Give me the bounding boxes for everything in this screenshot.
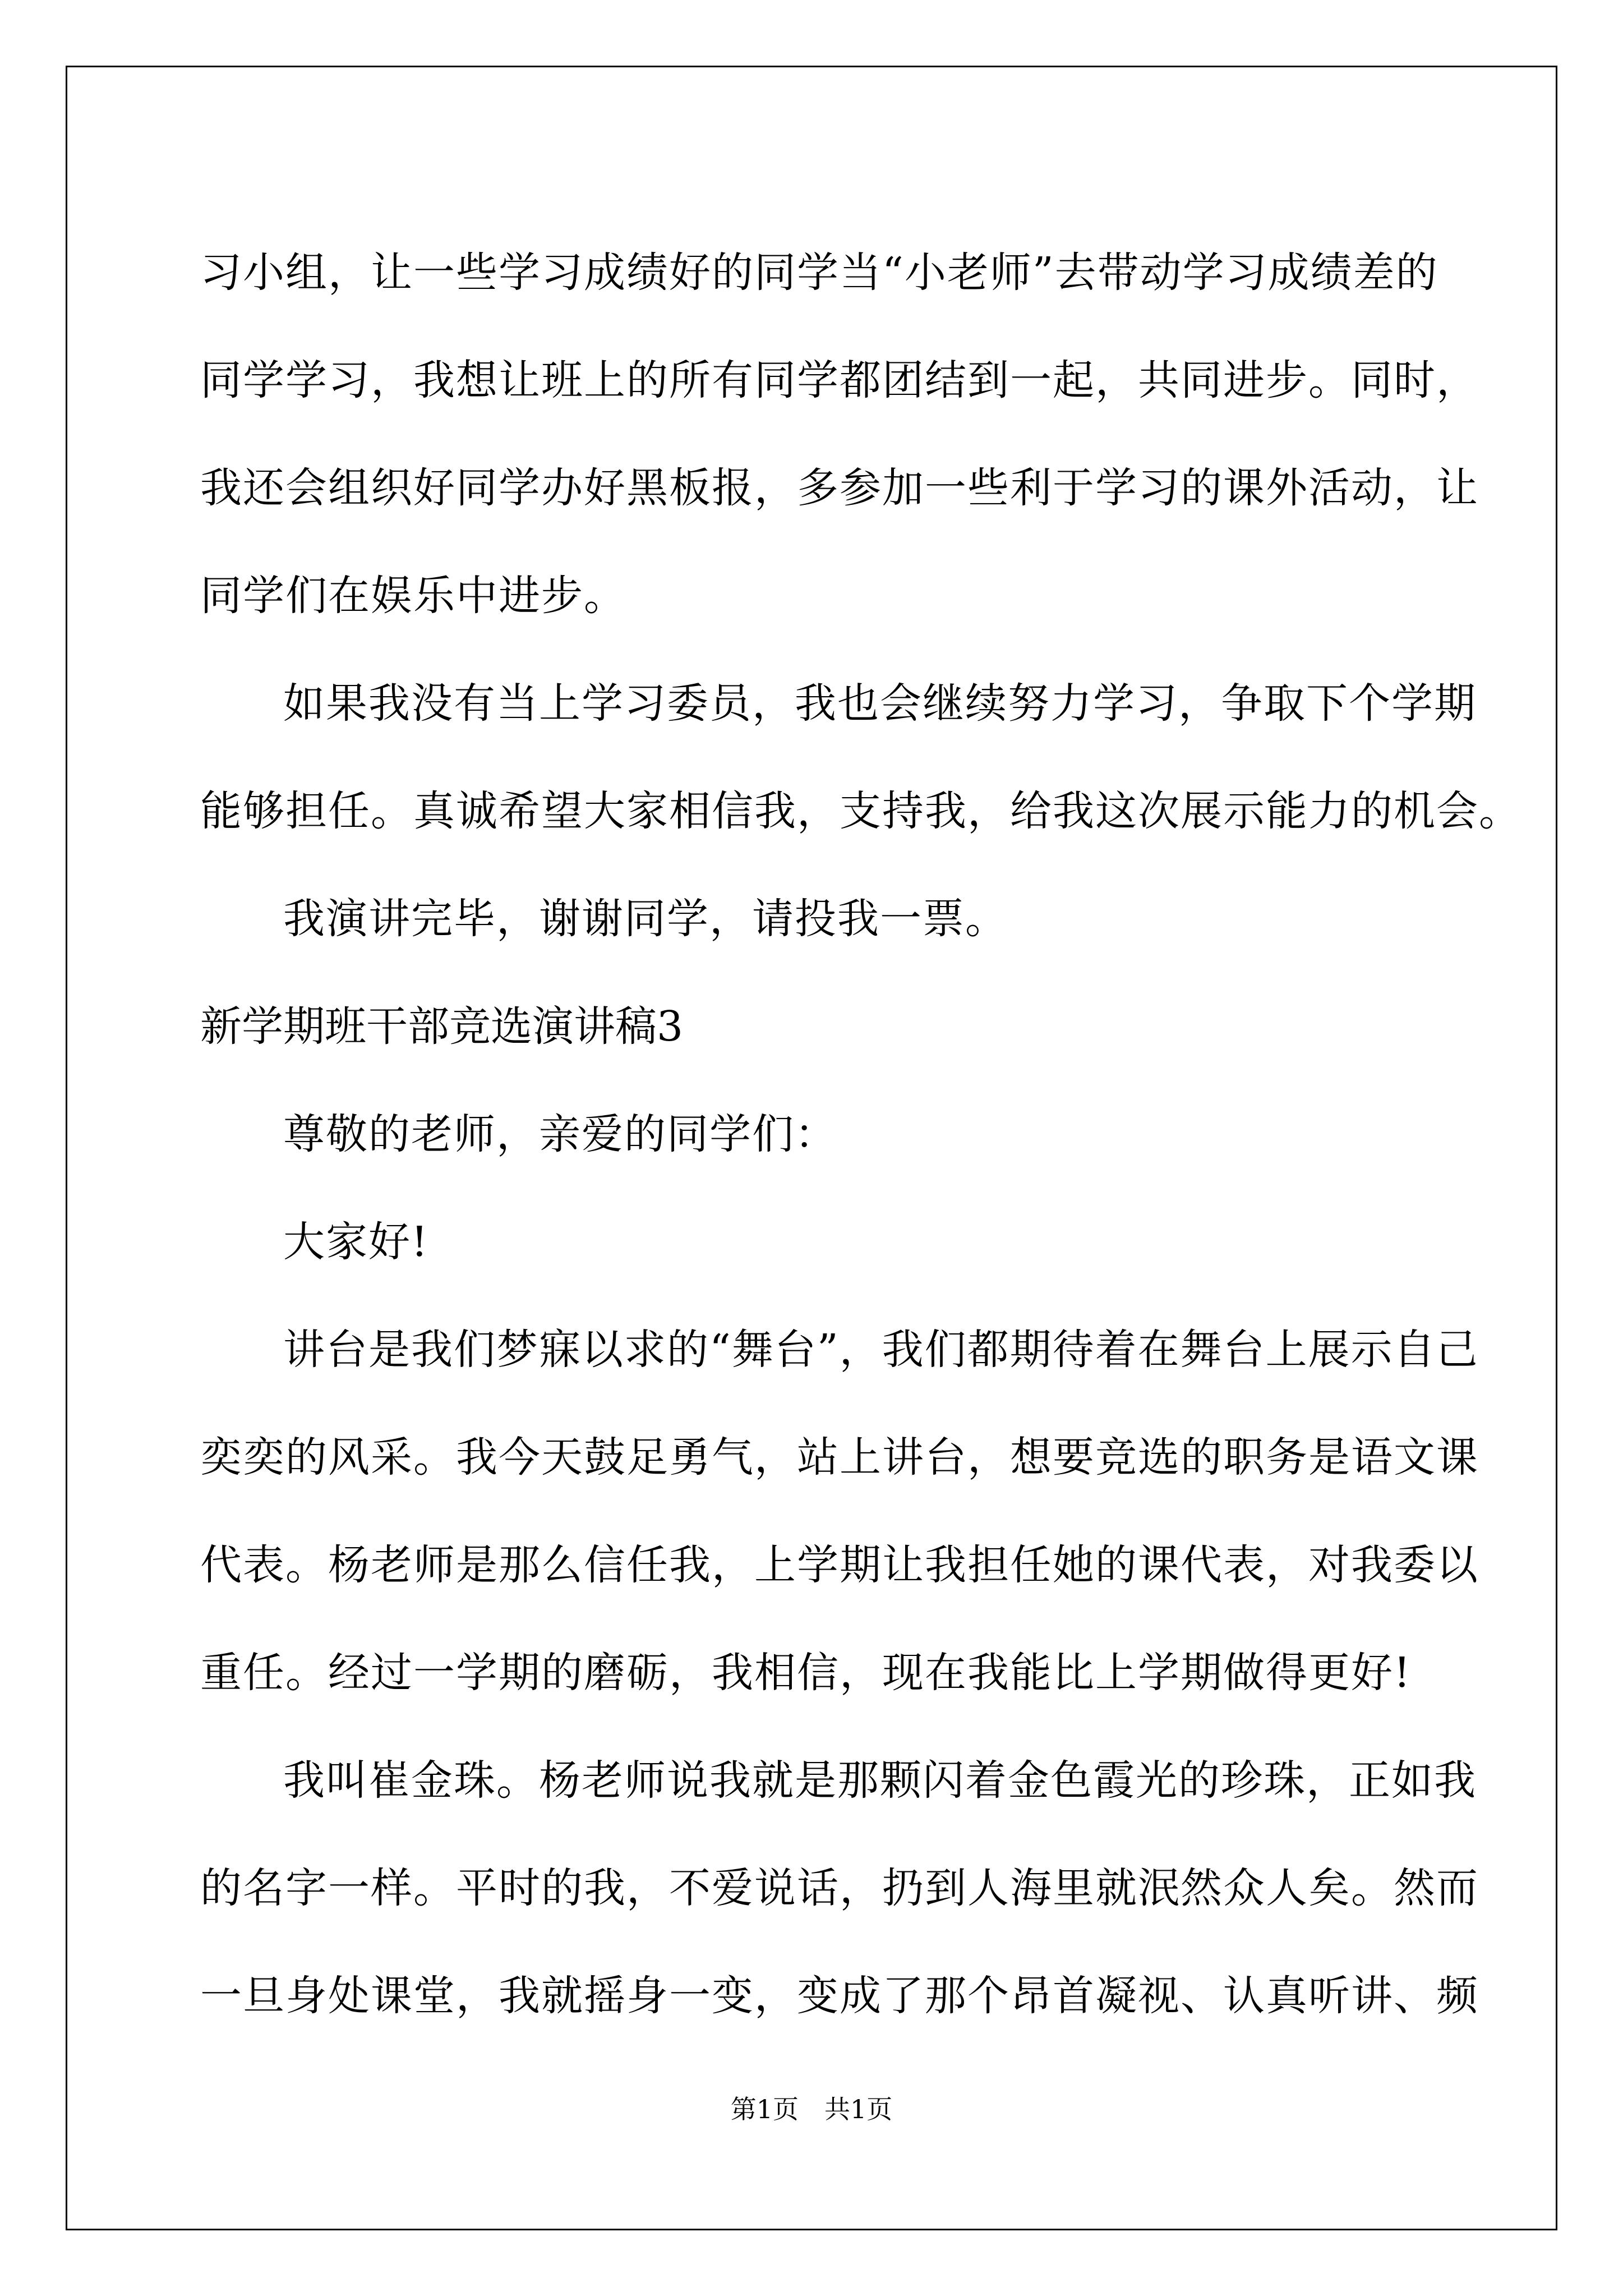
text-line: 一旦身处课堂，我就摇身一变，变成了那个昂首凝视、认真听讲、频: [200, 1972, 1479, 2020]
text-line: 同学们在娱乐中进步。: [200, 572, 626, 620]
text-line: 的名字一样。平时的我，不爱说话，扔到人海里就泯然众人矣。然而: [200, 1864, 1479, 1912]
paragraph-start-line: 讲台是我们梦寐以求的“舞台”，我们都期待着在舞台上展示自己: [283, 1326, 1479, 1374]
text-line: 奕奕的风采。我今天鼓足勇气，站上讲台，想要竞选的职务是语文课: [200, 1433, 1479, 1481]
text-line: 习小组，让一些学习成绩好的同学当“小老师”去带动学习成绩差的: [200, 249, 1438, 297]
salutation-line: 尊敬的老师，亲爱的同学们：: [283, 1110, 837, 1158]
text-line: 能够担任。真诚希望大家相信我，支持我，给我这次展示能力的机会。: [200, 787, 1521, 835]
page-footer: 第1页 共1页: [730, 2094, 893, 2124]
text-line: 同学学习，我想让班上的所有同学都团结到一起，共同进步。同时，: [200, 356, 1479, 404]
text-line: 重任。经过一学期的磨砺，我相信，现在我能比上学期做得更好!: [200, 1649, 1412, 1697]
paragraph-start-line: 我叫崔金珠。杨老师说我就是那颗闪着金色霞光的珍珠，正如我: [283, 1756, 1477, 1805]
text-line: 我还会组织好同学办好黑板报，多参加一些利于学习的课外活动，让: [200, 464, 1479, 512]
document-body: [200, 219, 1521, 2050]
section-heading: 新学期班干部竞选演讲稿3: [200, 1002, 684, 1051]
paragraph-start-line: 我演讲完毕，谢谢同学，请投我一票。: [283, 895, 1008, 943]
greeting-line: 大家好!: [283, 1218, 429, 1266]
text-line: 代表。杨老师是那么信任我，上学期让我担任她的课代表，对我委以: [200, 1541, 1479, 1589]
paragraph-start-line: 如果我没有当上学习委员，我也会继续努力学习，争取下个学期: [283, 679, 1477, 728]
